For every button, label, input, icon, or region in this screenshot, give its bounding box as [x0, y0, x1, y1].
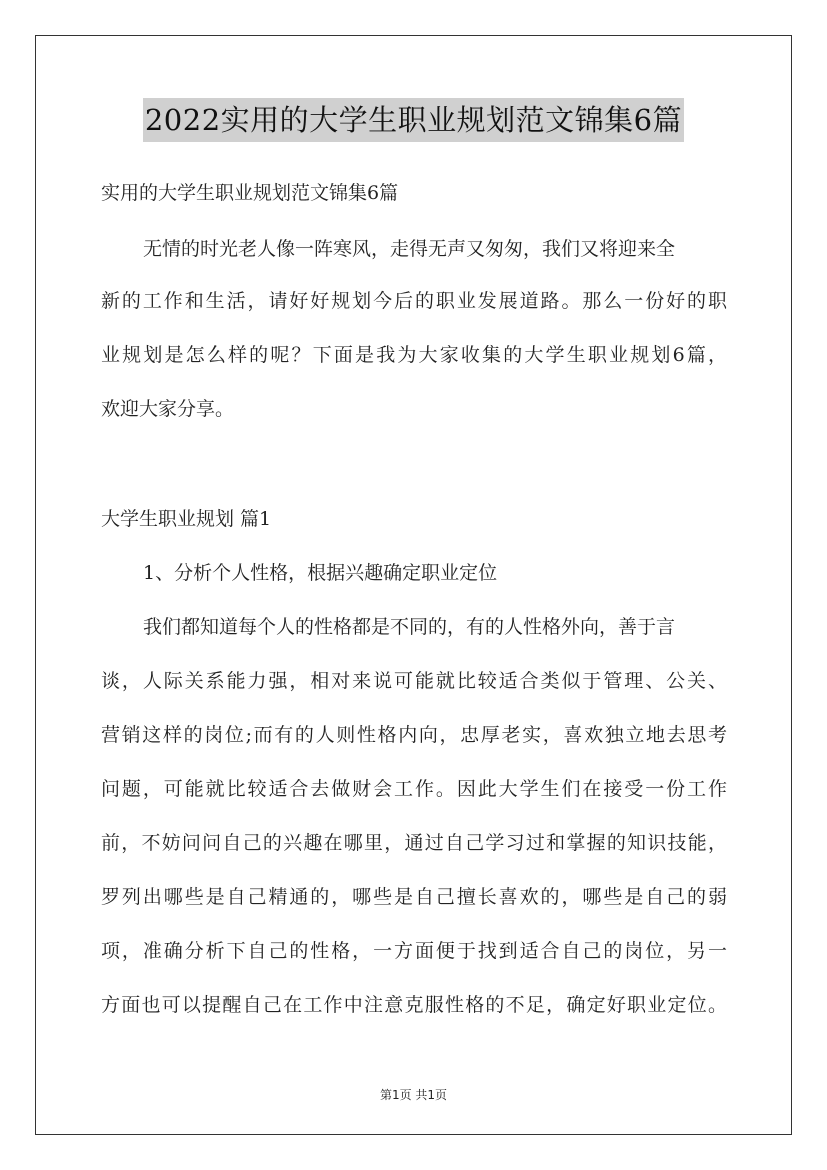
- intro-line-2: 新的工作和生活，请好好规划今后的职业发展道路。那么一份好的职: [101, 290, 727, 312]
- document-title: 2022实用的大学生职业规划范文锦集6篇: [143, 98, 684, 142]
- body-line-3: 营销这样的岗位;而有的人则性格内向，忠厚老实，喜欢独立地去思考: [101, 724, 727, 746]
- body-line-2: 谈，人际关系能力强，相对来说可能就比较适合类似于管理、公关、: [101, 670, 727, 692]
- intro-line-3: 业规划是怎么样的呢？下面是我为大家收集的大学生职业规划6篇，: [101, 344, 727, 366]
- body-line-5: 前，不妨问问自己的兴趣在哪里，通过自己学习过和掌握的知识技能，: [101, 832, 727, 854]
- body-line-8: 方面也可以提醒自己在工作中注意克服性格的不足，确定好职业定位。: [101, 994, 727, 1016]
- body-line-6: 罗列出哪些是自己精通的，哪些是自己擅长喜欢的，哪些是自己的弱: [101, 886, 727, 908]
- body-line-7: 项，准确分析下自己的性格，一方面便于找到适合自己的岗位，另一: [101, 940, 727, 962]
- body-line-4: 问题，可能就比较适合去做财会工作。因此大学生们在接受一份工作: [101, 778, 727, 800]
- section-heading: 大学生职业规划 篇1: [101, 508, 272, 530]
- page-footer: 第1页 共1页: [379, 1088, 448, 1102]
- point-heading: 1、分析个人性格，根据兴趣确定职业定位: [143, 562, 498, 584]
- body-line-1: 我们都知道每个人的性格都是不同的，有的人性格外向，善于言: [143, 616, 676, 638]
- intro-line-4: 欢迎大家分享。: [101, 398, 235, 420]
- document-subtitle: 实用的大学生职业规划范文锦集6篇: [101, 182, 399, 204]
- title-container: [0, 98, 827, 142]
- intro-line-1: 无情的时光老人像一阵寒风，走得无声又匆匆，我们又将迎来全: [143, 238, 676, 260]
